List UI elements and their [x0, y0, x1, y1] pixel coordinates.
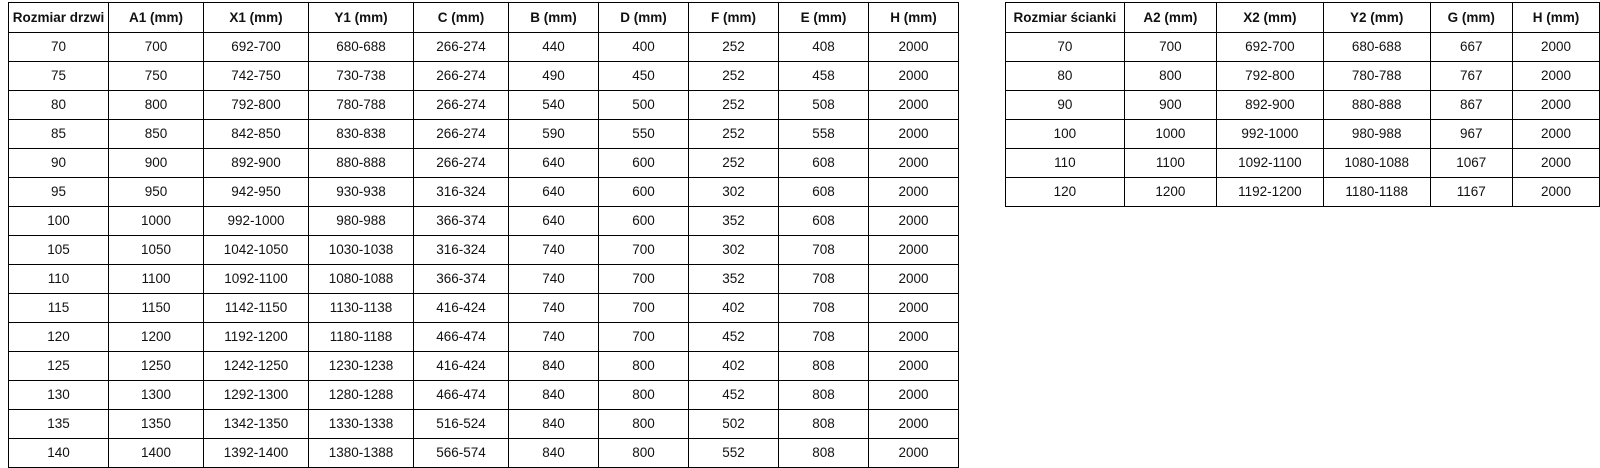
- table-cell: 252: [689, 91, 779, 120]
- door-table-body: [9, 33, 959, 468]
- table-cell: 742-750: [204, 62, 309, 91]
- table-cell: 800: [599, 352, 689, 381]
- table-cell: 558: [779, 120, 869, 149]
- table-cell: 700: [109, 33, 204, 62]
- table-cell: 466-474: [414, 323, 509, 352]
- table-row: [9, 265, 959, 294]
- table-cell: 100: [1006, 120, 1125, 149]
- table-cell: 808: [779, 352, 869, 381]
- table-row: [9, 62, 959, 91]
- table-cell: 1200: [1124, 178, 1216, 207]
- table-cell: 800: [599, 381, 689, 410]
- door-table-col-header: X1 (mm): [204, 3, 309, 33]
- table-cell: 252: [689, 120, 779, 149]
- table-cell: 2000: [869, 120, 959, 149]
- table-cell: 1000: [109, 207, 204, 236]
- table-cell: 458: [779, 62, 869, 91]
- wall-size-table: [1005, 2, 1600, 207]
- table-cell: 792-800: [1217, 62, 1324, 91]
- table-cell: 808: [779, 439, 869, 468]
- table-cell: 708: [779, 236, 869, 265]
- table-cell: 1230-1238: [309, 352, 414, 381]
- table-cell: 500: [599, 91, 689, 120]
- table-cell: 552: [689, 439, 779, 468]
- table-cell: 780-788: [1323, 62, 1430, 91]
- door-table-header: [9, 3, 959, 33]
- table-cell: 1050: [109, 236, 204, 265]
- wall-table-col-header: Y2 (mm): [1323, 3, 1430, 33]
- table-cell: 730-738: [309, 62, 414, 91]
- table-cell: 1342-1350: [204, 410, 309, 439]
- table-cell: 1080-1088: [1323, 149, 1430, 178]
- table-cell: 800: [599, 410, 689, 439]
- table-cell: 800: [1124, 62, 1216, 91]
- wall-table-col-header: H (mm): [1512, 3, 1599, 33]
- table-cell: 680-688: [1323, 33, 1430, 62]
- table-cell: 75: [9, 62, 109, 91]
- table-row: [1006, 120, 1600, 149]
- table-cell: 1130-1138: [309, 294, 414, 323]
- table-cell: 840: [509, 352, 599, 381]
- table-row: [9, 439, 959, 468]
- table-cell: 70: [9, 33, 109, 62]
- table-cell: 1067: [1430, 149, 1512, 178]
- table-cell: 708: [779, 294, 869, 323]
- table-cell: 90: [9, 149, 109, 178]
- table-cell: 252: [689, 62, 779, 91]
- table-cell: 2000: [1512, 120, 1599, 149]
- table-cell: 400: [599, 33, 689, 62]
- table-cell: 900: [1124, 91, 1216, 120]
- table-cell: 566-574: [414, 439, 509, 468]
- table-cell: 402: [689, 352, 779, 381]
- table-cell: 2000: [869, 265, 959, 294]
- table-cell: 740: [509, 323, 599, 352]
- table-cell: 1000: [1124, 120, 1216, 149]
- wall-table-body: [1006, 33, 1600, 207]
- table-cell: 502: [689, 410, 779, 439]
- table-cell: 590: [509, 120, 599, 149]
- table-cell: 708: [779, 323, 869, 352]
- table-cell: 408: [779, 33, 869, 62]
- table-cell: 2000: [869, 178, 959, 207]
- table-cell: 600: [599, 178, 689, 207]
- table-cell: 1100: [109, 265, 204, 294]
- table-cell: 992-1000: [204, 207, 309, 236]
- table-cell: 1142-1150: [204, 294, 309, 323]
- wall-table-col-header: X2 (mm): [1217, 3, 1324, 33]
- table-cell: 840: [509, 381, 599, 410]
- table-cell: 2000: [869, 352, 959, 381]
- table-cell: 490: [509, 62, 599, 91]
- table-cell: 2000: [869, 91, 959, 120]
- table-row: [9, 178, 959, 207]
- table-cell: 700: [1124, 33, 1216, 62]
- table-cell: 1092-1100: [1217, 149, 1324, 178]
- table-cell: 2000: [869, 323, 959, 352]
- table-row: [1006, 91, 1600, 120]
- table-row: [9, 381, 959, 410]
- table-cell: 352: [689, 207, 779, 236]
- table-cell: 840: [509, 410, 599, 439]
- door-table-col-header: E (mm): [779, 3, 869, 33]
- table-cell: 600: [599, 207, 689, 236]
- table-cell: 740: [509, 265, 599, 294]
- table-cell: 667: [1430, 33, 1512, 62]
- table-cell: 692-700: [204, 33, 309, 62]
- table-cell: 125: [9, 352, 109, 381]
- table-cell: 1030-1038: [309, 236, 414, 265]
- table-cell: 366-374: [414, 265, 509, 294]
- table-cell: 2000: [869, 294, 959, 323]
- table-cell: 1180-1188: [309, 323, 414, 352]
- table-cell: 85: [9, 120, 109, 149]
- table-cell: 2000: [869, 207, 959, 236]
- table-cell: 1092-1100: [204, 265, 309, 294]
- table-cell: 130: [9, 381, 109, 410]
- door-table-col-header: D (mm): [599, 3, 689, 33]
- door-table-col-header: F (mm): [689, 3, 779, 33]
- table-cell: 90: [1006, 91, 1125, 120]
- table-cell: 808: [779, 381, 869, 410]
- table-cell: 2000: [869, 410, 959, 439]
- door-table-col-header: B (mm): [509, 3, 599, 33]
- table-cell: 105: [9, 236, 109, 265]
- table-header-row: [1006, 3, 1600, 33]
- table-row: [9, 120, 959, 149]
- table-cell: 700: [599, 294, 689, 323]
- table-cell: 2000: [869, 33, 959, 62]
- table-cell: 750: [109, 62, 204, 91]
- table-row: [9, 294, 959, 323]
- table-cell: 1180-1188: [1323, 178, 1430, 207]
- table-cell: 967: [1430, 120, 1512, 149]
- table-row: [9, 33, 959, 62]
- table-cell: 540: [509, 91, 599, 120]
- table-cell: 115: [9, 294, 109, 323]
- table-cell: 1167: [1430, 178, 1512, 207]
- table-cell: 1330-1338: [309, 410, 414, 439]
- table-cell: 842-850: [204, 120, 309, 149]
- table-cell: 516-524: [414, 410, 509, 439]
- table-cell: 608: [779, 178, 869, 207]
- table-cell: 800: [599, 439, 689, 468]
- table-cell: 892-900: [1217, 91, 1324, 120]
- table-cell: 452: [689, 323, 779, 352]
- table-cell: 402: [689, 294, 779, 323]
- table-cell: 640: [509, 149, 599, 178]
- table-row: [1006, 149, 1600, 178]
- door-size-table: [8, 2, 959, 468]
- table-cell: 1350: [109, 410, 204, 439]
- table-cell: 416-424: [414, 352, 509, 381]
- table-cell: 680-688: [309, 33, 414, 62]
- table-cell: 1192-1200: [1217, 178, 1324, 207]
- table-cell: 950: [109, 178, 204, 207]
- table-cell: 2000: [1512, 33, 1599, 62]
- table-cell: 252: [689, 149, 779, 178]
- wall-table-col-header: Rozmiar ścianki: [1006, 3, 1125, 33]
- table-cell: 2000: [869, 381, 959, 410]
- table-cell: 880-888: [309, 149, 414, 178]
- table-cell: 767: [1430, 62, 1512, 91]
- table-cell: 302: [689, 178, 779, 207]
- table-cell: 640: [509, 178, 599, 207]
- table-cell: 316-324: [414, 178, 509, 207]
- table-cell: 600: [599, 149, 689, 178]
- table-cell: 1242-1250: [204, 352, 309, 381]
- table-cell: 1200: [109, 323, 204, 352]
- table-cell: 808: [779, 410, 869, 439]
- table-cell: 800: [109, 91, 204, 120]
- door-table-col-header: C (mm): [414, 3, 509, 33]
- table-cell: 867: [1430, 91, 1512, 120]
- table-cell: 416-424: [414, 294, 509, 323]
- wall-size-table-container: [1005, 2, 1600, 207]
- table-cell: 640: [509, 207, 599, 236]
- table-cell: 850: [109, 120, 204, 149]
- table-cell: 1400: [109, 439, 204, 468]
- door-table-col-header: H (mm): [869, 3, 959, 33]
- table-cell: 135: [9, 410, 109, 439]
- table-cell: 2000: [1512, 178, 1599, 207]
- table-cell: 740: [509, 236, 599, 265]
- table-cell: 100: [9, 207, 109, 236]
- table-cell: 892-900: [204, 149, 309, 178]
- table-cell: 942-950: [204, 178, 309, 207]
- table-cell: 900: [109, 149, 204, 178]
- table-cell: 120: [9, 323, 109, 352]
- table-cell: 992-1000: [1217, 120, 1324, 149]
- table-cell: 700: [599, 323, 689, 352]
- table-row: [1006, 178, 1600, 207]
- table-cell: 700: [599, 236, 689, 265]
- table-cell: 980-988: [309, 207, 414, 236]
- table-cell: 2000: [869, 149, 959, 178]
- table-cell: 266-274: [414, 120, 509, 149]
- table-cell: 930-938: [309, 178, 414, 207]
- table-cell: 830-838: [309, 120, 414, 149]
- table-cell: 450: [599, 62, 689, 91]
- table-cell: 466-474: [414, 381, 509, 410]
- table-cell: 352: [689, 265, 779, 294]
- table-cell: 1392-1400: [204, 439, 309, 468]
- wall-table-header: [1006, 3, 1600, 33]
- door-size-table-container: [8, 2, 959, 468]
- table-cell: 840: [509, 439, 599, 468]
- table-cell: 110: [9, 265, 109, 294]
- table-cell: 452: [689, 381, 779, 410]
- table-cell: 780-788: [309, 91, 414, 120]
- table-cell: 1042-1050: [204, 236, 309, 265]
- table-cell: 1280-1288: [309, 381, 414, 410]
- table-cell: 266-274: [414, 33, 509, 62]
- table-cell: 1192-1200: [204, 323, 309, 352]
- table-cell: 266-274: [414, 91, 509, 120]
- table-cell: 550: [599, 120, 689, 149]
- table-cell: 80: [9, 91, 109, 120]
- table-cell: 692-700: [1217, 33, 1324, 62]
- table-cell: 1080-1088: [309, 265, 414, 294]
- table-cell: 110: [1006, 149, 1125, 178]
- table-cell: 266-274: [414, 149, 509, 178]
- table-cell: 1100: [1124, 149, 1216, 178]
- table-cell: 608: [779, 207, 869, 236]
- table-row: [9, 207, 959, 236]
- table-header-row: [9, 3, 959, 33]
- table-cell: 2000: [1512, 62, 1599, 91]
- table-row: [1006, 33, 1600, 62]
- wall-table-col-header: A2 (mm): [1124, 3, 1216, 33]
- table-cell: 1250: [109, 352, 204, 381]
- table-cell: 740: [509, 294, 599, 323]
- table-cell: 508: [779, 91, 869, 120]
- table-cell: 2000: [1512, 91, 1599, 120]
- wall-table-col-header: G (mm): [1430, 3, 1512, 33]
- table-row: [9, 410, 959, 439]
- table-cell: 316-324: [414, 236, 509, 265]
- door-table-col-header: A1 (mm): [109, 3, 204, 33]
- table-cell: 700: [599, 265, 689, 294]
- table-cell: 980-988: [1323, 120, 1430, 149]
- table-cell: 302: [689, 236, 779, 265]
- table-row: [9, 149, 959, 178]
- table-row: [9, 323, 959, 352]
- table-cell: 140: [9, 439, 109, 468]
- table-cell: 70: [1006, 33, 1125, 62]
- table-cell: 792-800: [204, 91, 309, 120]
- door-table-col-header: Y1 (mm): [309, 3, 414, 33]
- table-cell: 120: [1006, 178, 1125, 207]
- table-cell: 2000: [869, 236, 959, 265]
- table-cell: 1380-1388: [309, 439, 414, 468]
- table-cell: 2000: [869, 62, 959, 91]
- table-cell: 1292-1300: [204, 381, 309, 410]
- table-cell: 80: [1006, 62, 1125, 91]
- table-row: [9, 91, 959, 120]
- table-cell: 880-888: [1323, 91, 1430, 120]
- table-cell: 708: [779, 265, 869, 294]
- table-cell: 1300: [109, 381, 204, 410]
- table-cell: 266-274: [414, 62, 509, 91]
- table-cell: 95: [9, 178, 109, 207]
- door-table-col-header: Rozmiar drzwi: [9, 3, 109, 33]
- table-row: [9, 352, 959, 381]
- table-cell: 366-374: [414, 207, 509, 236]
- table-cell: 440: [509, 33, 599, 62]
- table-cell: 2000: [869, 439, 959, 468]
- table-row: [1006, 62, 1600, 91]
- table-row: [9, 236, 959, 265]
- table-cell: 252: [689, 33, 779, 62]
- table-cell: 1150: [109, 294, 204, 323]
- table-cell: 2000: [1512, 149, 1599, 178]
- table-cell: 608: [779, 149, 869, 178]
